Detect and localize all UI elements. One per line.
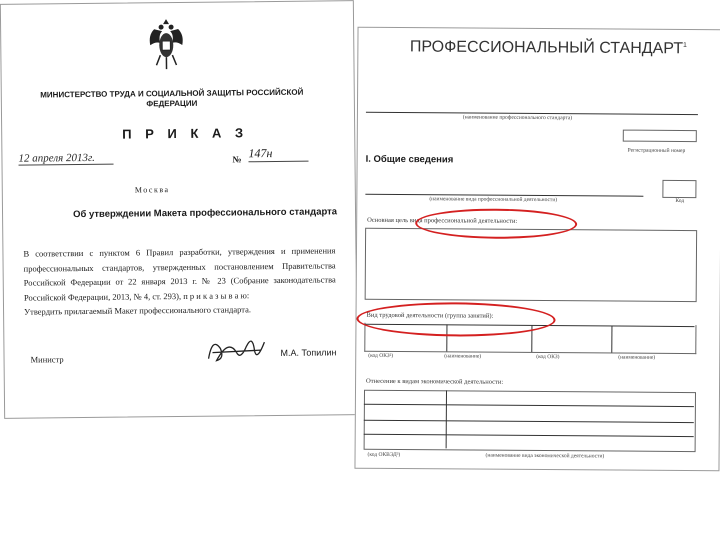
city: Москва [134,185,170,195]
handwritten-date: 12 апреля 2013г. [18,152,113,166]
standard-title [398,34,698,58]
code-box [662,180,696,198]
handwritten-number: 147н [248,146,308,163]
ministry-name: МИНИСТЕРСТВО ТРУДА И СОЦИАЛЬНОЙ ЗАЩИТЫ РОССИЙСКОЙ ФЕДЕРАЦИИ [40,87,304,109]
main-goal-box [365,228,697,302]
code-label: Код [675,197,685,205]
order-directive: Утвердить прилагаемый Макет профессионального стандарта. [24,304,252,317]
professional-standard-page [354,27,720,472]
section-heading: I. Общие сведения [365,153,454,166]
okz-name-caption: (наименование) [444,353,482,360]
number-label: № [232,154,242,165]
coat-of-arms-icon [146,15,187,75]
signatory-name: М.А. Топилин [280,347,337,358]
name-caption: (наименование профессионального стандарта) [462,114,573,122]
okved-code-caption: (код ОКВЭД³) [367,451,401,459]
order-heading: П Р И К А З [122,125,249,142]
okz-name-caption-2: (наименование) [618,354,656,361]
main-goal-label: Основная цель вида профессиональной деятельности: [367,216,518,225]
okz-code-caption: (код ОКЗ²) [368,352,394,359]
econ-label: Отнесение к видам экономической деятельности: [366,377,504,386]
order-body [23,243,336,319]
activity-caption: (наименование вида профессиональной деятельности) [429,196,558,204]
signatory-title: Министр [30,354,64,365]
okz-code-caption-2: (код ОКЗ) [536,353,560,361]
handwritten-signature [202,328,282,369]
group-divider-3 [611,326,612,353]
reg-number-box [623,130,697,143]
footnote-mark: 1 [683,42,687,50]
reg-number-label: Регистрационный номер [627,147,686,155]
group-label: Вид трудовой деятельности (группа занятий): [366,311,494,320]
okved-name-caption: (наименование вида экономической деятельности) [485,452,605,460]
standard-title-text: ПРОФЕССИОНАЛЬНЫЙ СТАНДАРТ [409,38,684,58]
ministerial-order-page [0,0,358,419]
order-subject: Об утверждении Макета профессионального стандарта [72,206,338,221]
order-body-text: В соответствии с пунктом 6 Правил разработки, утверждения и применения профессиональных стандартов, утвержденных постановлением Правительства Российской Федерации от 22 января 2013 г. № 23 (Собрание законодательства Российской Федерации, 2013, № 4, ст. 293), п р и к а з ы в а ю: [23,245,336,303]
